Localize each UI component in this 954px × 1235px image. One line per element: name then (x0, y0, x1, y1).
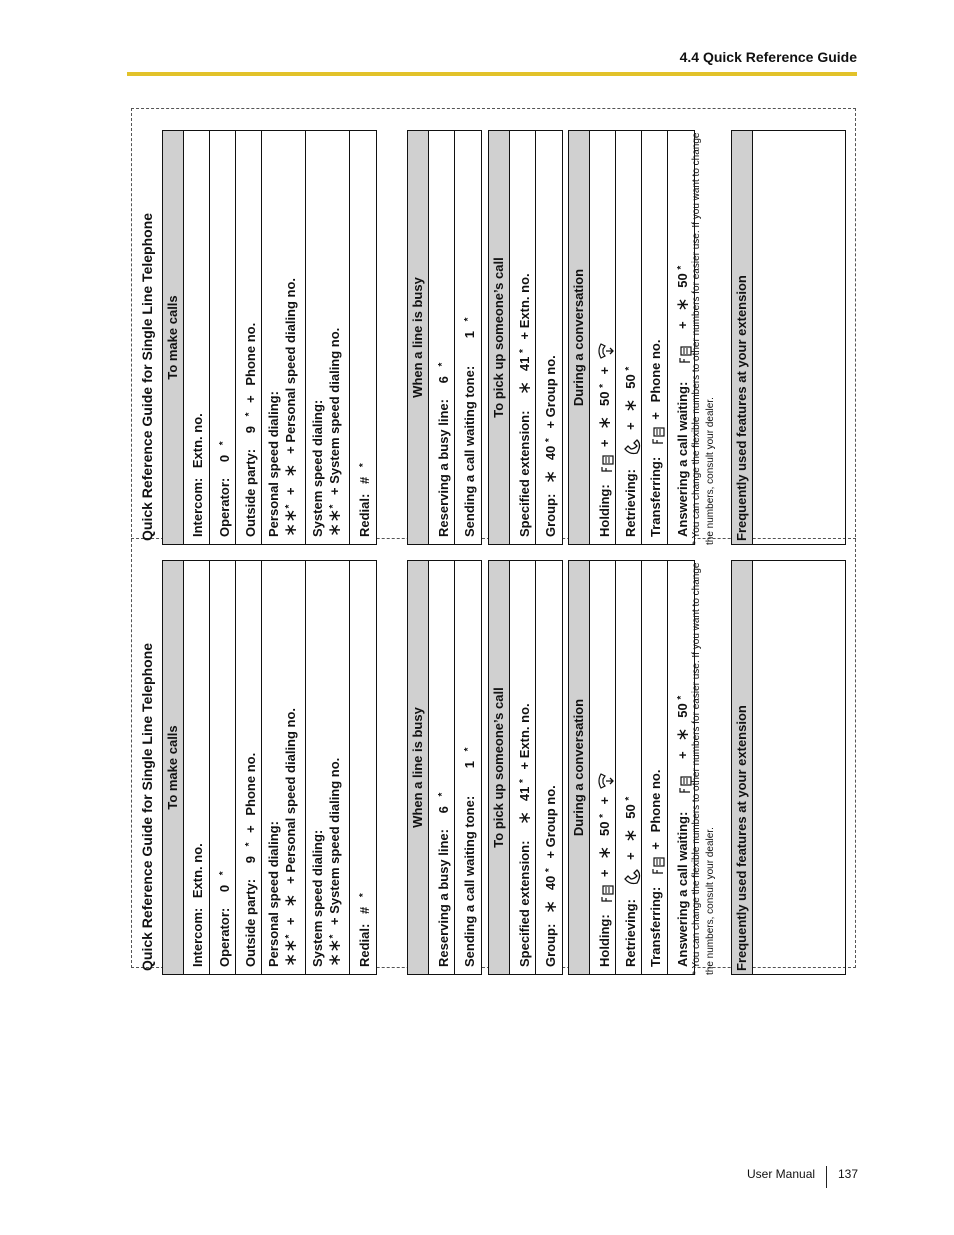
asterisk-key-icon: ∗ (541, 469, 560, 485)
footnote-mark: * (328, 504, 339, 509)
row-label: Personal speed dialing: (266, 391, 281, 537)
make-calls-section (162, 130, 377, 545)
redial-row (350, 561, 376, 974)
row-label: Operator: (217, 907, 232, 967)
row-label: Transferring: (648, 886, 663, 967)
hookswitch-flash-icon (597, 883, 615, 903)
row-label: Sending a call waiting tone: (462, 365, 477, 537)
row-value: Phone no. (648, 339, 663, 403)
redial-row (350, 131, 376, 544)
row-value: 50 (675, 273, 690, 288)
footnote-mark: * (598, 383, 609, 388)
row-value: + Extn. no. (517, 273, 532, 340)
asterisk-key-icon: ∗ (541, 899, 560, 915)
conversation-section (568, 560, 695, 975)
row-label: System speed dialing: (310, 399, 325, 537)
row-label: Personal speed dialing: (266, 821, 281, 967)
row-value: 0 (217, 454, 232, 463)
row-label: Intercom: (190, 477, 205, 537)
hookswitch-flash-icon (648, 425, 666, 445)
plus-sign: + (597, 796, 612, 805)
row-value: 50 (597, 391, 612, 406)
footnote: * You can change the flexible numbers to other numbers for easier use. If you want to change the numbers, consult your dealer. (691, 132, 716, 545)
retrieving-row (616, 131, 642, 544)
row-value: 40 (543, 445, 558, 461)
plus-sign: + (623, 422, 638, 430)
footnote-mark: * (544, 438, 555, 443)
footnote-mark: * (218, 441, 229, 446)
footnote-mark: * (544, 868, 555, 873)
row-value: 6 (436, 806, 451, 814)
row-value: + Group no. (543, 355, 558, 429)
row-label: Reserving a busy line: (436, 399, 451, 537)
card-content (136, 550, 856, 975)
footnote-mark: * (358, 463, 369, 468)
row-label: Answering a call waiting: (675, 811, 690, 967)
outside-party-row (236, 131, 262, 544)
hookswitch-flash-icon (648, 855, 666, 875)
reserve-busy-row (429, 561, 455, 974)
section-heading: To make calls (163, 131, 184, 544)
specified-extension-row (510, 131, 536, 544)
row-value: Extn. no. (190, 843, 205, 899)
plus-sign: + (327, 917, 342, 925)
asterisk-key-icon: ∗ (673, 727, 692, 742)
row-label: Redial: (357, 923, 372, 967)
section-heading: Frequently used features at your extension (732, 131, 753, 544)
system-speed-row (306, 561, 350, 974)
row-value: 9 (243, 426, 258, 434)
asterisk-key-icon: ∗ (621, 398, 640, 413)
row-value: # (357, 906, 372, 915)
asterisk-key-icon: ∗∗ (281, 938, 300, 967)
row-value: 50 (597, 821, 612, 836)
footnote-mark: * (244, 412, 255, 417)
row-value: Phone no. (243, 322, 258, 386)
holding-row (590, 131, 616, 544)
row-value: Personal speed dialing no. (283, 277, 298, 443)
operator-row (210, 561, 236, 974)
outside-party-row (236, 561, 262, 974)
operator-row (210, 131, 236, 544)
plus-sign: + (648, 841, 663, 850)
header-title: 4.4 Quick Reference Guide (679, 49, 857, 65)
asterisk-key-icon: ∗ (515, 380, 534, 395)
row-label: Holding: (597, 484, 612, 537)
section-heading: During a conversation (569, 131, 590, 544)
on-hook-icon (597, 771, 615, 791)
footnote-mark: * (624, 796, 635, 801)
footnote-mark: * (598, 813, 609, 818)
row-value: 40 (543, 875, 558, 891)
plus-sign: + (243, 395, 258, 403)
off-hook-icon (622, 435, 642, 457)
footer-manual: User Manual (747, 1167, 816, 1181)
row-label: Group: (543, 923, 558, 967)
card-content (136, 120, 856, 545)
plus-sign: + (283, 487, 298, 495)
plus-sign: + (327, 487, 342, 495)
asterisk-key-icon: ∗ (595, 845, 614, 860)
row-value: Phone no. (243, 752, 258, 816)
asterisk-key-icon: ∗∗ (325, 508, 344, 537)
row-value: Phone no. (648, 769, 663, 833)
row-value: + Extn. no. (517, 703, 532, 770)
row-label: Specified extension: (517, 840, 532, 967)
card-title: Quick Reference Guide for Single Line Telephone (139, 212, 155, 541)
asterisk-key-icon: ∗ (515, 810, 534, 825)
footnote-mark: * (218, 871, 229, 876)
footnote-mark: * (463, 747, 474, 752)
personal-speed-row (262, 131, 306, 544)
row-value: + Group no. (543, 785, 558, 859)
footnote: * You can change the flexible numbers to other numbers for easier use. If you want to change the numbers, consult your dealer. (691, 562, 716, 975)
footnote-mark: * (284, 934, 295, 939)
personal-speed-row (262, 561, 306, 974)
busy-section (407, 130, 482, 545)
hookswitch-flash-icon (597, 453, 615, 473)
asterisk-key-icon: ∗ (595, 415, 614, 430)
row-label: Retrieving: (623, 469, 638, 537)
row-label: Outside party: (243, 448, 258, 537)
asterisk-key-icon: ∗ (281, 463, 300, 478)
row-value: System speed dialing no. (327, 757, 342, 914)
favorites-section (731, 130, 846, 545)
row-value: 41 (517, 786, 532, 802)
row-value: Extn. no. (190, 413, 205, 469)
off-hook-icon (622, 865, 642, 887)
conversation-section (568, 130, 695, 545)
footer-page-number: 137 (838, 1167, 859, 1181)
row-label: Sending a call waiting tone: (462, 795, 477, 967)
footnote-mark: * (328, 934, 339, 939)
row-value: # (357, 476, 372, 485)
row-label: Redial: (357, 493, 372, 537)
row-label: Reserving a busy line: (436, 829, 451, 967)
section-heading: Frequently used features at your extension (732, 561, 753, 974)
footer-divider (826, 1166, 827, 1188)
transferring-row (642, 131, 668, 544)
row-value: System speed dialing no. (327, 327, 342, 484)
pickup-section (488, 560, 563, 975)
specified-extension-row (510, 561, 536, 974)
section-heading: To pick up someone’s call (489, 561, 510, 974)
plus-sign: + (597, 439, 612, 448)
asterisk-key-icon: ∗ (621, 828, 640, 843)
make-calls-section (162, 560, 377, 975)
call-waiting-tone-row (455, 561, 481, 974)
footnote-mark: * (463, 317, 474, 322)
plus-sign: + (243, 825, 258, 833)
plus-sign: + (283, 917, 298, 925)
card-title: Quick Reference Guide for Single Line Telephone (139, 642, 155, 971)
footnote-mark: * (437, 792, 448, 797)
row-label: Holding: (597, 914, 612, 967)
plus-sign: + (648, 411, 663, 420)
retrieving-row (616, 561, 642, 974)
row-label: Outside party: (243, 878, 258, 967)
row-value: 6 (436, 376, 451, 384)
header-rule (127, 72, 857, 76)
row-value: 9 (243, 856, 258, 864)
footnote-mark: * (358, 893, 369, 898)
row-label: Specified extension: (517, 410, 532, 537)
footnote-mark: * (624, 366, 635, 371)
plus-sign: + (675, 751, 690, 759)
pickup-section (488, 130, 563, 545)
group-pickup-row (536, 561, 562, 974)
asterisk-key-icon: ∗ (673, 297, 692, 312)
row-value: 50 (623, 374, 638, 389)
system-speed-row (306, 131, 350, 544)
holding-row (590, 561, 616, 974)
row-value: 50 (675, 703, 690, 718)
row-label: Retrieving: (623, 899, 638, 967)
intercom-row (184, 561, 210, 974)
group-pickup-row (536, 131, 562, 544)
row-value: Personal speed dialing no. (283, 707, 298, 873)
plus-sign: + (283, 876, 298, 884)
plus-sign: + (283, 446, 298, 454)
busy-section (407, 560, 482, 975)
footnote-mark: * (676, 265, 687, 270)
row-label: System speed dialing: (310, 829, 325, 967)
asterisk-key-icon: ∗∗ (325, 938, 344, 967)
row-value: 1 (462, 330, 477, 339)
plus-sign: + (675, 321, 690, 329)
row-label: Transferring: (648, 456, 663, 537)
call-waiting-tone-row (455, 131, 481, 544)
on-hook-icon (597, 341, 615, 361)
row-value: 41 (517, 356, 532, 372)
row-label: Intercom: (190, 907, 205, 967)
plus-sign: + (623, 852, 638, 860)
footnote-mark: * (244, 842, 255, 847)
footnote-mark: * (518, 349, 529, 353)
intercom-row (184, 131, 210, 544)
footnote-mark: * (676, 695, 687, 700)
row-value: 0 (217, 884, 232, 893)
row-label: Operator: (217, 477, 232, 537)
footnote-mark: * (437, 362, 448, 367)
transferring-row (642, 561, 668, 974)
favorites-section (731, 560, 846, 975)
asterisk-key-icon: ∗ (281, 893, 300, 908)
plus-sign: + (597, 366, 612, 375)
row-value: 1 (462, 760, 477, 769)
section-heading: To pick up someone’s call (489, 131, 510, 544)
row-label: Answering a call waiting: (675, 381, 690, 537)
reserve-busy-row (429, 131, 455, 544)
row-label: Group: (543, 493, 558, 537)
section-heading: When a line is busy (408, 131, 429, 544)
footnote-mark: * (284, 504, 295, 509)
plus-sign: + (597, 869, 612, 878)
section-heading: During a conversation (569, 561, 590, 974)
footnote-mark: * (518, 779, 529, 783)
section-heading: To make calls (163, 561, 184, 974)
row-value: 50 (623, 804, 638, 819)
asterisk-key-icon: ∗∗ (281, 508, 300, 537)
section-heading: When a line is busy (408, 561, 429, 974)
